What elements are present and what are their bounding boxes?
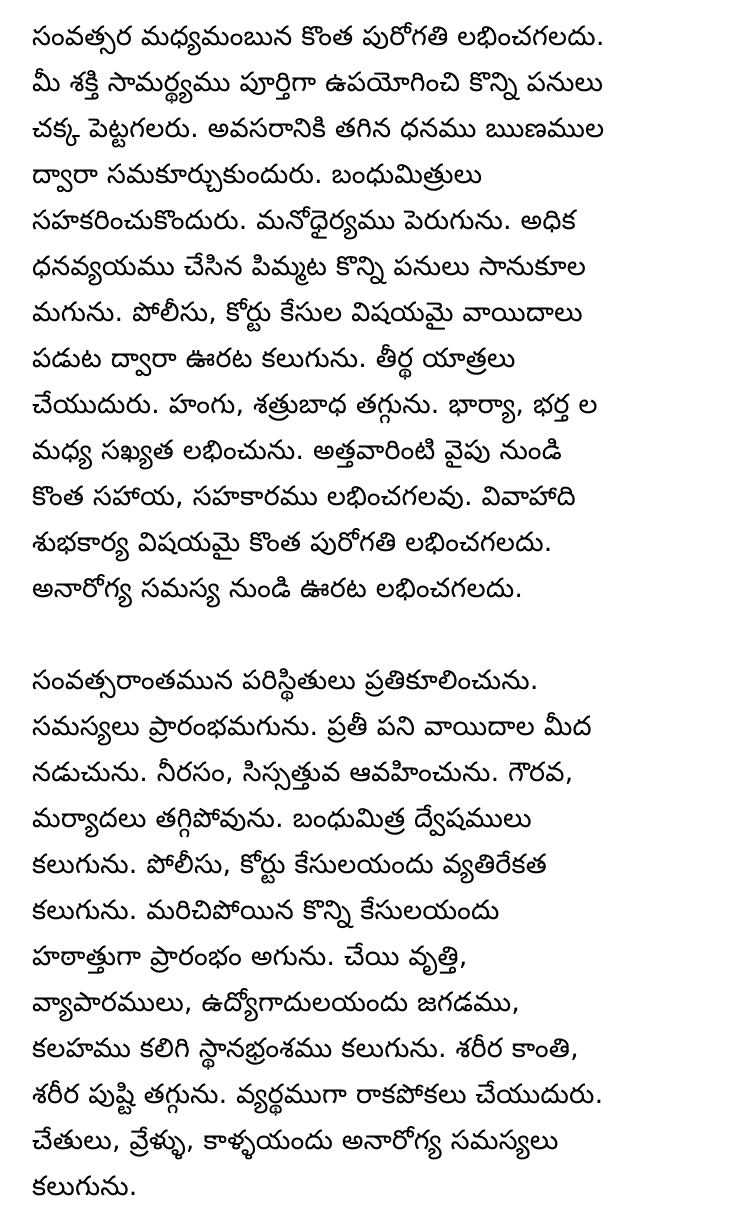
text-line: అనారోగ్య సమస్య నుండి ఊరట లభించగలదు. xyxy=(32,573,524,604)
text-line: మగును. పోలీసు, కోర్టు కేసుల విషయమై వాయిదాలు xyxy=(32,297,583,328)
text-line: నడుచును. నీరసం, సిస్సత్తువ ఆవహించును. గౌరవ, xyxy=(32,757,574,788)
text-line: మీ శక్తి సామర్థ్యము పూర్తిగా ఉపయోగించి కొన్ని పనులు xyxy=(32,67,604,98)
text-line: ధనవ్యయము చేసిన పిమ్మట కొన్ని పనులు సానుకూల xyxy=(32,251,587,282)
text-line: సహకరించుకొందురు. మనోధైర్యము పెరుగును. అధిక xyxy=(32,205,576,236)
text-line: సంవత్సరాంతమున పరిస్థితులు ప్రతికూలించును. xyxy=(32,665,539,696)
text-line: శరీర పుష్టి తగ్గును. వ్యర్థముగా రాకపోకలు చేయుదురు. xyxy=(32,1079,604,1110)
text-line: కొంత సహాయ, సహకారము లభించగలవు. వివాహాది xyxy=(32,481,576,512)
text-line: పడుట ద్వారా ఊరట కలుగును. తీర్థ యాత్రలు xyxy=(32,343,516,374)
text-line: వ్యాపారములు, ఉద్యోగాదులయందు జగడము, xyxy=(32,987,521,1018)
text-line: చేయుదురు. హంగు, శత్రుబాధ తగ్గును. భార్యా, భర్త ల xyxy=(32,389,598,420)
text-line: కలుగును. మరిచిపోయిన కొన్ని కేసులయందు xyxy=(32,895,500,926)
text-line: హఠాత్తుగా ప్రారంభం అగును. చేయి వృత్తి, xyxy=(32,941,468,972)
text-line: కలహము కలిగి స్థానభ్రంశము కలుగును. శరీర కాంతి, xyxy=(32,1033,579,1064)
text-line: ద్వారా సమకూర్చుకుందురు. బంధుమిత్రులు xyxy=(32,159,483,190)
text-line: కలుగును. xyxy=(32,1171,138,1202)
text-line: శుభకార్య విషయమై కొంత పురోగతి లభించగలదు. xyxy=(32,527,553,558)
text-line: చేతులు, వ్రేళ్ళు, కాళ్ళయందు అనారోగ్య సమస్యలు xyxy=(32,1125,559,1156)
text-line: సమస్యలు ప్రారంభమగును. ప్రతీ పని వాయిదాల మీద xyxy=(32,711,592,742)
paragraph-2 xyxy=(32,658,732,1210)
text-line: చక్క పెట్టగలరు. అవసరానికి తగిన ధనము ఋణముల xyxy=(32,113,605,144)
text-line: మర్యాదలు తగ్గిపోవును. బంధుమిత్ర ద్వేషములు xyxy=(32,803,532,834)
text-line: సంవత్సర మధ్యమంబున కొంత పురోగతి లభించగలదు. xyxy=(32,21,605,52)
paragraph-1 xyxy=(32,14,732,612)
text-line: కలుగును. పోలీసు, కోర్టు కేసులయందు వ్యతిరేకత xyxy=(32,849,548,880)
paragraph-spacer xyxy=(32,612,732,658)
text-line: మధ్య సఖ్యత లభించును. అత్తవారింటి వైపు నుండి xyxy=(32,435,562,466)
